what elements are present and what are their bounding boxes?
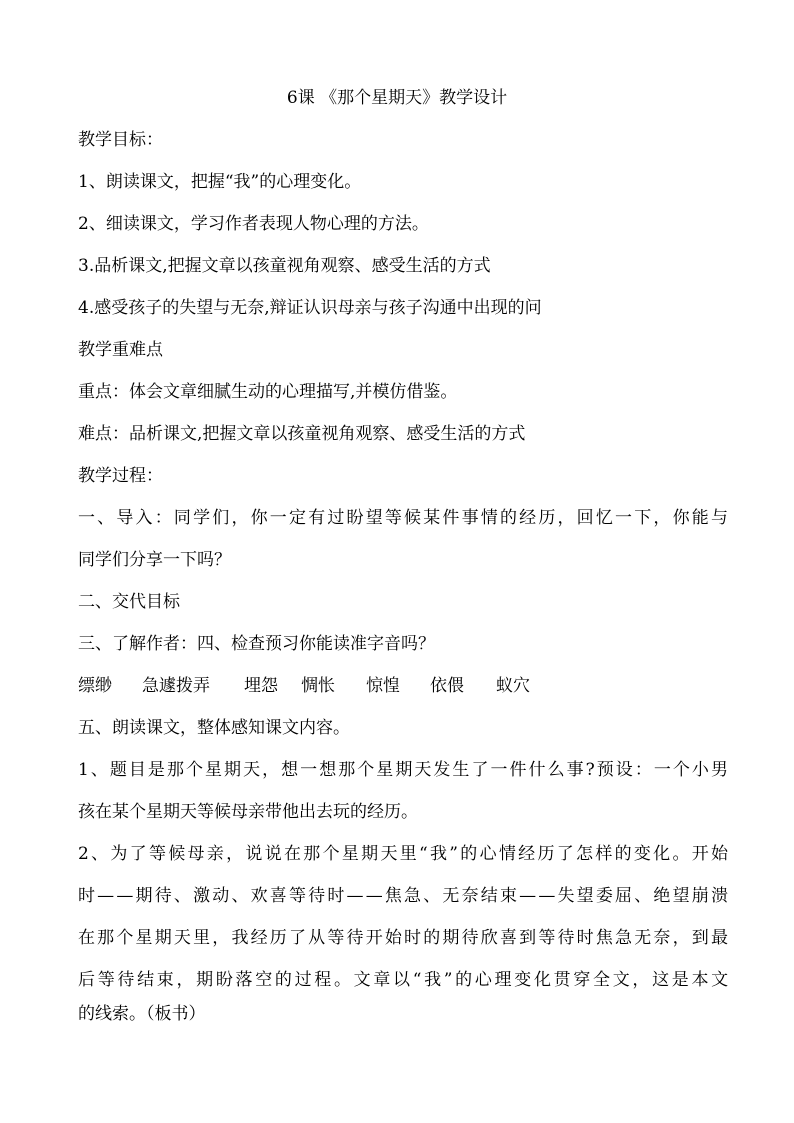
page-title: 6课 《那个星期天》教学设计 <box>286 88 508 108</box>
goal-item-1: 1、朗读课文，把握“我”的心理变化。 <box>78 172 362 192</box>
heading-teaching-goals: 教学目标： <box>78 130 163 150</box>
section-goals: 二、交代目标 <box>78 592 180 612</box>
vocab-word: 惆怅 <box>301 676 335 696</box>
section-author-preview: 三、了解作者：四、检查预习你能读准字音吗？ <box>78 634 435 654</box>
vocab-word: 缥缈 <box>78 676 112 696</box>
question-1-line-1: 1、题目是那个星期天，想一想那个星期天发生了一件什么事?预设：一个小男 <box>78 760 730 780</box>
section-read-aloud: 五、朗读课文，整体感知课文内容。 <box>78 718 350 738</box>
difficult-point: 难点：品析课文,把握文章以孩童视角观察、感受生活的方式 <box>78 424 526 444</box>
goal-item-2: 2、细读课文，学习作者表现人物心理的方法。 <box>78 214 429 234</box>
goal-item-4: 4.感受孩子的失望与无奈,辩证认识母亲与孩子沟通中出现的问 <box>78 298 542 318</box>
section-intro-line-2: 同学们分享一下吗？ <box>78 550 231 570</box>
question-1-line-2: 孩在某个星期天等候母亲带他出去玩的经历。 <box>78 802 418 822</box>
vocab-word: 依偎 <box>430 676 464 696</box>
vocab-word: 蚁穴 <box>496 676 530 696</box>
vocab-word: 急遽拨弄 <box>142 676 210 696</box>
goal-item-3: 3.品析课文,把握文章以孩童视角观察、感受生活的方式 <box>78 256 491 276</box>
section-intro-line-1: 一、导入：同学们，你一定有过盼望等候某件事情的经历，回忆一下，你能与 <box>78 508 731 528</box>
question-2-line-5: 的线索。（板书） <box>78 1004 206 1024</box>
heading-teaching-process: 教学过程： <box>78 466 163 486</box>
vocab-word: 惊惶 <box>366 676 400 696</box>
question-2-line-2: 时——期待、激动、欢喜等待时——焦急、无奈结束——失望委屈、绝望崩溃 <box>78 886 731 906</box>
question-2-line-4: 后等待结束，期盼落空的过程。文章以“我”的心理变化贯穿全文，这是本文 <box>78 970 731 990</box>
vocab-word: 埋怨 <box>244 676 278 696</box>
heading-key-points: 教学重难点 <box>78 340 163 360</box>
question-2-line-1: 2、为了等候母亲，说说在那个星期天里“我”的心情经历了怎样的变化。开始 <box>78 844 731 864</box>
key-point: 重点：体会文章细腻生动的心理描写,并模仿借鉴。 <box>78 382 458 402</box>
question-2-line-3: 在那个星期天里，我经历了从等待开始时的期待欣喜到等待时焦急无奈，到最 <box>78 928 731 948</box>
